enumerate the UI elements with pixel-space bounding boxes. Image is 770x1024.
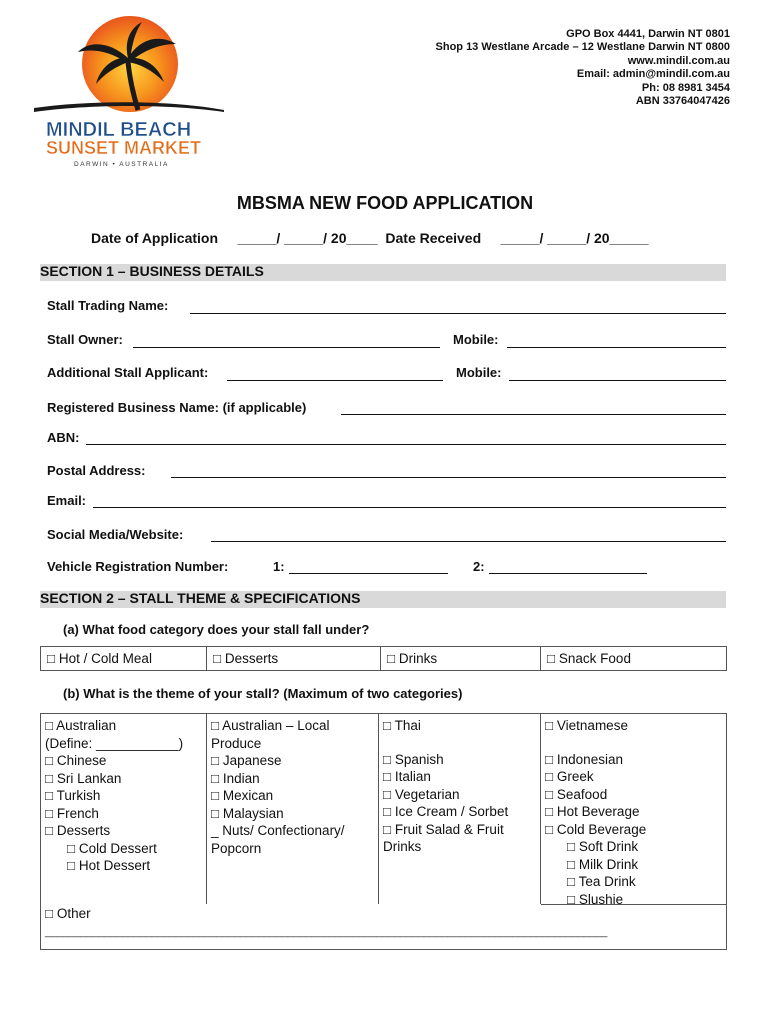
theme-vietnamese[interactable]: □ Vietnamese (545, 718, 628, 733)
theme-spanish[interactable]: □ Spanish (383, 751, 444, 767)
theme-australian-local-cont: Produce (211, 735, 262, 751)
theme-thai[interactable]: □ Thai (383, 718, 421, 733)
vehicle-2-label: 2: (473, 559, 485, 574)
food-category-table (40, 646, 727, 671)
theme-turkish[interactable]: □ Turkish (45, 788, 101, 803)
theme-other[interactable]: □ Other (45, 906, 91, 921)
theme-cold-dessert[interactable]: □ Cold Dessert (67, 840, 157, 856)
email-field[interactable] (93, 507, 726, 508)
theme-chinese[interactable]: □ Chinese (45, 753, 107, 768)
theme-column-3 (379, 714, 541, 904)
section1-heading: SECTION 1 – BUSINESS DETAILS (40, 264, 726, 281)
registered-name-field[interactable] (341, 414, 726, 415)
stall-owner-field[interactable] (133, 347, 440, 348)
contact-address: Shop 13 Westlane Arcade – 12 Westlane Darwin NT 0800 (435, 41, 730, 54)
contact-abn: ABN 33764047426 (635, 95, 730, 108)
vehicle-registration-label: Vehicle Registration Number: (47, 559, 229, 574)
theme-column-4 (541, 714, 727, 907)
category-desserts[interactable]: □ Desserts (207, 647, 381, 671)
mobile1-label: Mobile: (453, 332, 499, 347)
theme-japanese[interactable]: □ Japanese (211, 753, 282, 768)
email-label: Email: (47, 493, 87, 508)
theme-greek[interactable]: □ Greek (545, 769, 594, 784)
contact-po-box: GPO Box 4441, Darwin NT 0801 (566, 28, 730, 40)
abn-field[interactable] (86, 444, 726, 445)
theme-row-divider (541, 904, 726, 905)
theme-desserts[interactable]: □ Desserts (45, 823, 111, 838)
contact-website: www.mindil.com.au (627, 54, 730, 67)
theme-malaysian[interactable]: □ Malaysian (211, 805, 284, 821)
vehicle-1-field[interactable] (289, 573, 448, 574)
theme-hot-beverage[interactable]: □ Hot Beverage (545, 804, 640, 819)
category-hot-cold-meal[interactable]: □ Hot / Cold Meal (41, 647, 207, 671)
social-media-label: Social Media/Website: (47, 527, 184, 542)
question-a: (a) What food category does your stall fall under? (63, 622, 370, 637)
question-b: (b) What is the theme of your stall? (Maximum of two categories) (63, 686, 463, 701)
contact-email: Email: admin@mindil.com.au (576, 68, 730, 81)
postal-address-field[interactable] (171, 477, 726, 478)
vehicle-1-label: 1: (273, 559, 285, 574)
mobile2-label: Mobile: (456, 365, 502, 380)
theme-slushie[interactable]: □ Slushie (567, 891, 624, 907)
theme-sri-lankan[interactable]: □ Sri Lankan (45, 770, 122, 786)
logo-line1: MINDIL BEACH (46, 119, 192, 141)
mindil-beach-logo (30, 12, 226, 172)
stall-trading-name-label: Stall Trading Name: (47, 298, 169, 313)
theme-australian-define[interactable]: (Define: ___________) (45, 735, 184, 751)
theme-hot-dessert[interactable]: □ Hot Dessert (67, 858, 151, 873)
category-drinks[interactable]: □ Drinks (381, 647, 541, 671)
theme-italian[interactable]: □ Italian (383, 769, 431, 784)
theme-indian[interactable]: □ Indian (211, 770, 260, 786)
postal-address-label: Postal Address: (47, 463, 146, 478)
theme-table (40, 713, 727, 950)
theme-seafood[interactable]: □ Seafood (545, 786, 608, 802)
additional-applicant-label: Additional Stall Applicant: (47, 365, 209, 380)
contact-block (436, 28, 730, 108)
theme-column-1 (41, 714, 207, 904)
stall-owner-label: Stall Owner: (47, 332, 123, 347)
theme-cold-beverage[interactable]: □ Cold Beverage (545, 821, 647, 837)
theme-french[interactable]: □ French (45, 805, 99, 821)
vehicle-2-field[interactable] (489, 573, 647, 574)
theme-indonesian[interactable]: □ Indonesian (545, 751, 623, 767)
theme-ice-cream-sorbet[interactable]: □ Ice Cream / Sorbet (383, 804, 509, 819)
theme-australian[interactable]: □ Australian (45, 718, 117, 733)
theme-tea-drink[interactable]: □ Tea Drink (567, 874, 636, 889)
contact-phone: Ph: 08 8981 3454 (641, 81, 730, 94)
theme-soft-drink[interactable]: □ Soft Drink (567, 839, 639, 854)
stall-trading-name-field[interactable] (190, 313, 726, 314)
additional-applicant-field[interactable] (227, 380, 443, 381)
mobile2-field[interactable] (509, 380, 726, 381)
social-media-field[interactable] (211, 541, 726, 542)
theme-mexican[interactable]: □ Mexican (211, 788, 274, 803)
theme-fruit-salad[interactable]: □ Fruit Salad & Fruit (383, 821, 504, 837)
theme-other-field[interactable]: _______________________________________________________________________________________________ (45, 926, 608, 938)
theme-fruit-salad-cont: Drinks (383, 839, 422, 854)
logo-line3: DARWIN • AUSTRALIA (74, 161, 169, 168)
theme-australian-local[interactable]: □ Australian – Local (211, 718, 330, 733)
theme-column-2 (207, 714, 379, 904)
theme-nuts-confectionary-cont: Popcorn (211, 840, 262, 856)
mobile1-field[interactable] (507, 347, 726, 348)
date-row[interactable]: Date of Application _____/ _____/ 20____ Date Received _____/ _____/ 20_____ (91, 230, 649, 246)
registered-name-label: Registered Business Name: (if applicable) (47, 400, 307, 415)
theme-milk-drink[interactable]: □ Milk Drink (567, 856, 639, 872)
form-title: MBSMA NEW FOOD APPLICATION (236, 193, 534, 213)
abn-label: ABN: (47, 430, 80, 445)
theme-vegetarian[interactable]: □ Vegetarian (383, 786, 460, 802)
logo-line2: SUNSET MARKET (46, 138, 202, 158)
theme-nuts-confectionary[interactable]: _ Nuts/ Confectionary/ (211, 823, 345, 838)
category-snack-food[interactable]: □ Snack Food (541, 647, 727, 671)
section2-heading: SECTION 2 – STALL THEME & SPECIFICATIONS (40, 591, 726, 608)
